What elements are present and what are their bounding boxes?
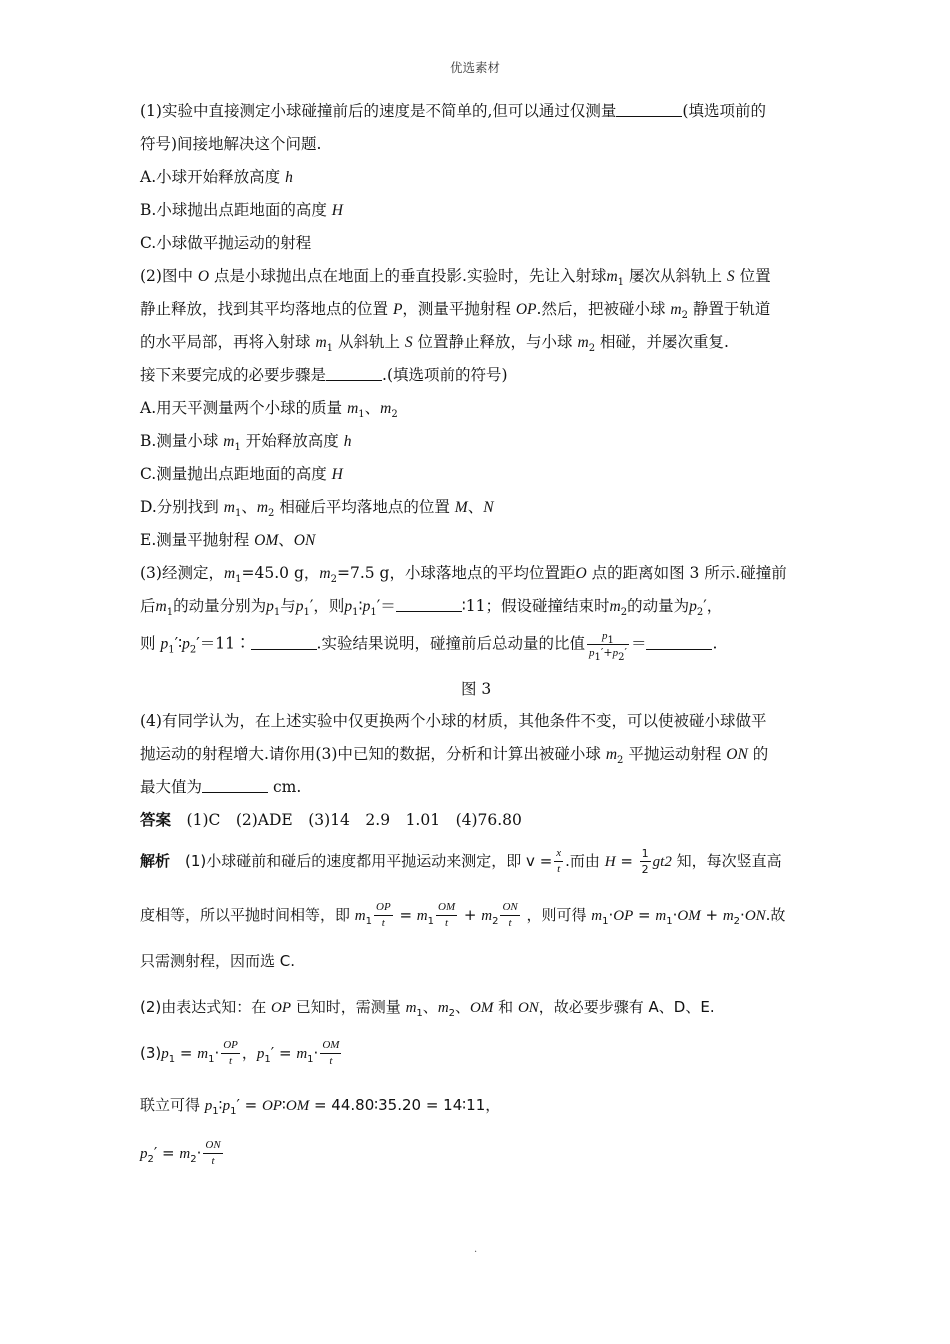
q4-blank [202, 777, 268, 793]
footer-dot: . [474, 1244, 478, 1255]
q2-line4: 接下来要完成的必要步骤是 .(填选项前的符号) [140, 366, 508, 384]
q3-blank-2 [251, 634, 317, 650]
q2-option-b: B.测量小球 $m_1$ 开始释放高度 h [140, 432, 352, 453]
q1-blank [616, 101, 682, 117]
answer-text: (1)C (2)ADE (3)14 2.9 1.01 (4)76.80 [186, 811, 522, 829]
analysis-line4: (2)由表达式知：在 OP 已知时，需测量 $m_1$、$m_2$、OM 和 ON，故必要步骤有 A、D、E. [140, 998, 715, 1019]
q1-option-b: B.小球抛出点距地面的高度 H [140, 201, 343, 219]
analysis-line6: 联立可得 $p_1∶p_1'$ = OP∶OM = 44.80∶35.20 = 14∶11， [140, 1096, 501, 1117]
q3-line2: 后$m_1$的动量分别为$p_1$与$p_1'$，则$p_1∶p_1'=$ ∶11；假设碰撞结束时$m_2$的动量为$p_2'$， [140, 597, 723, 618]
q1-text: (1)实验中直接测定小球碰撞前后的速度是不简单的,但可以通过仅测量 [140, 102, 617, 120]
q2-line3: 的水平局部，再将入射球 $m_1$ 从斜轨上 S 位置静止释放，与小球 $m_2$ 相碰，并屡次重复. [140, 333, 729, 354]
analysis-line3: 只需测射程，因而选 C. [140, 952, 296, 970]
q4-line3: 最大值为 cm. [140, 778, 302, 796]
q2-blank [326, 365, 382, 381]
q3-momentum-ratio: $\frac{p_1}{p_1'+p_2'}$ [588, 630, 627, 663]
analysis-line7: $p_2' = m_2\cdot$ $\frac{ON}{t}$ [140, 1139, 221, 1167]
q3-blank-3 [646, 634, 712, 650]
analysis-label: 解析 [140, 852, 171, 870]
q1-line1 [140, 100, 766, 122]
q2-line2: 静止释放，找到其平均落地点的位置 P，测量平抛射程 OP.然后，把被碰小球 $m_2$ 静置于轨道 [140, 300, 771, 321]
analysis-line2: 度相等，所以平抛时间相等，即 $m_1$ $\frac{OP}{t}$ = $m_1$ $\frac{OM}{t}$ + $m_2$ $\frac{ON}{t}$ ，则可得 $m_1\cdot OP = m_1\cdot OM + m_2\cdot ON$.故 [140, 901, 786, 929]
q2-option-c: C.测量抛出点距地面的高度 H [140, 465, 343, 483]
q1-text-end: (填选项前的 [682, 102, 766, 120]
q2-line1: (2)图中 O 点是小球抛出点在地面上的垂直投影.实验时，先让入射球$m_1$ 屡次从斜轨上 S 位置 [140, 267, 771, 288]
q2-option-a: A.用天平测量两个小球的质量 $m_1$、$m_2$ [140, 399, 398, 420]
q2-option-d: D.分别找到 $m_1$、$m_2$ 相碰后平均落地点的位置 M、N [140, 498, 494, 519]
analysis-line5: $(3)p_1 = m_1\cdot$ $\frac{OP}{t}$ ，$p_1' = m_1\cdot$ $\frac{OM}{t}$ [140, 1039, 340, 1067]
figure-label: 图 3 [461, 680, 492, 698]
q3-line1: (3)经测定，$m_1=45.0$ g，$m_2=7.5$ g，小球落地点的平均位置距O 点的距离如图 3 所示.碰撞前 [140, 564, 787, 585]
answer-line [140, 809, 522, 831]
analysis-line1: 解析 (1)小球碰前和碰后的速度都用平抛运动来测定，即 v = $\frac{x}{t}$ .而由 H = $\frac{1}{2}$ gt2 知，每次竖直高 [140, 847, 782, 876]
q1-line2: 符号)间接地解决这个问题. [140, 135, 322, 153]
q3-line3: 则 $p_1'∶p_2'=11∶$ .实验结果说明，碰撞前后总动量的比值 $\frac{p_1}{p_1'+p_2'}$ ＝ . [140, 630, 718, 663]
q3-blank-1 [396, 596, 462, 612]
answer-label: 答案 [140, 811, 172, 829]
page-header: 优选素材 [449, 60, 500, 75]
q1-option-c: C.小球做平抛运动的射程 [140, 234, 312, 252]
q1-option-a: A.小球开始释放高度 h [140, 168, 293, 186]
q2-option-e: E.测量平抛射程 OM、ON [140, 531, 316, 549]
q4-line2: 抛运动的射程增大.请你用(3)中已知的数据，分析和计算出被碰小球 $m_2$ 平抛运动射程 ON 的 [140, 745, 769, 766]
q4-line1: (4)有同学认为，在上述实验中仅更换两个小球的材质，其他条件不变，可以使被碰小球做平 [140, 712, 767, 730]
